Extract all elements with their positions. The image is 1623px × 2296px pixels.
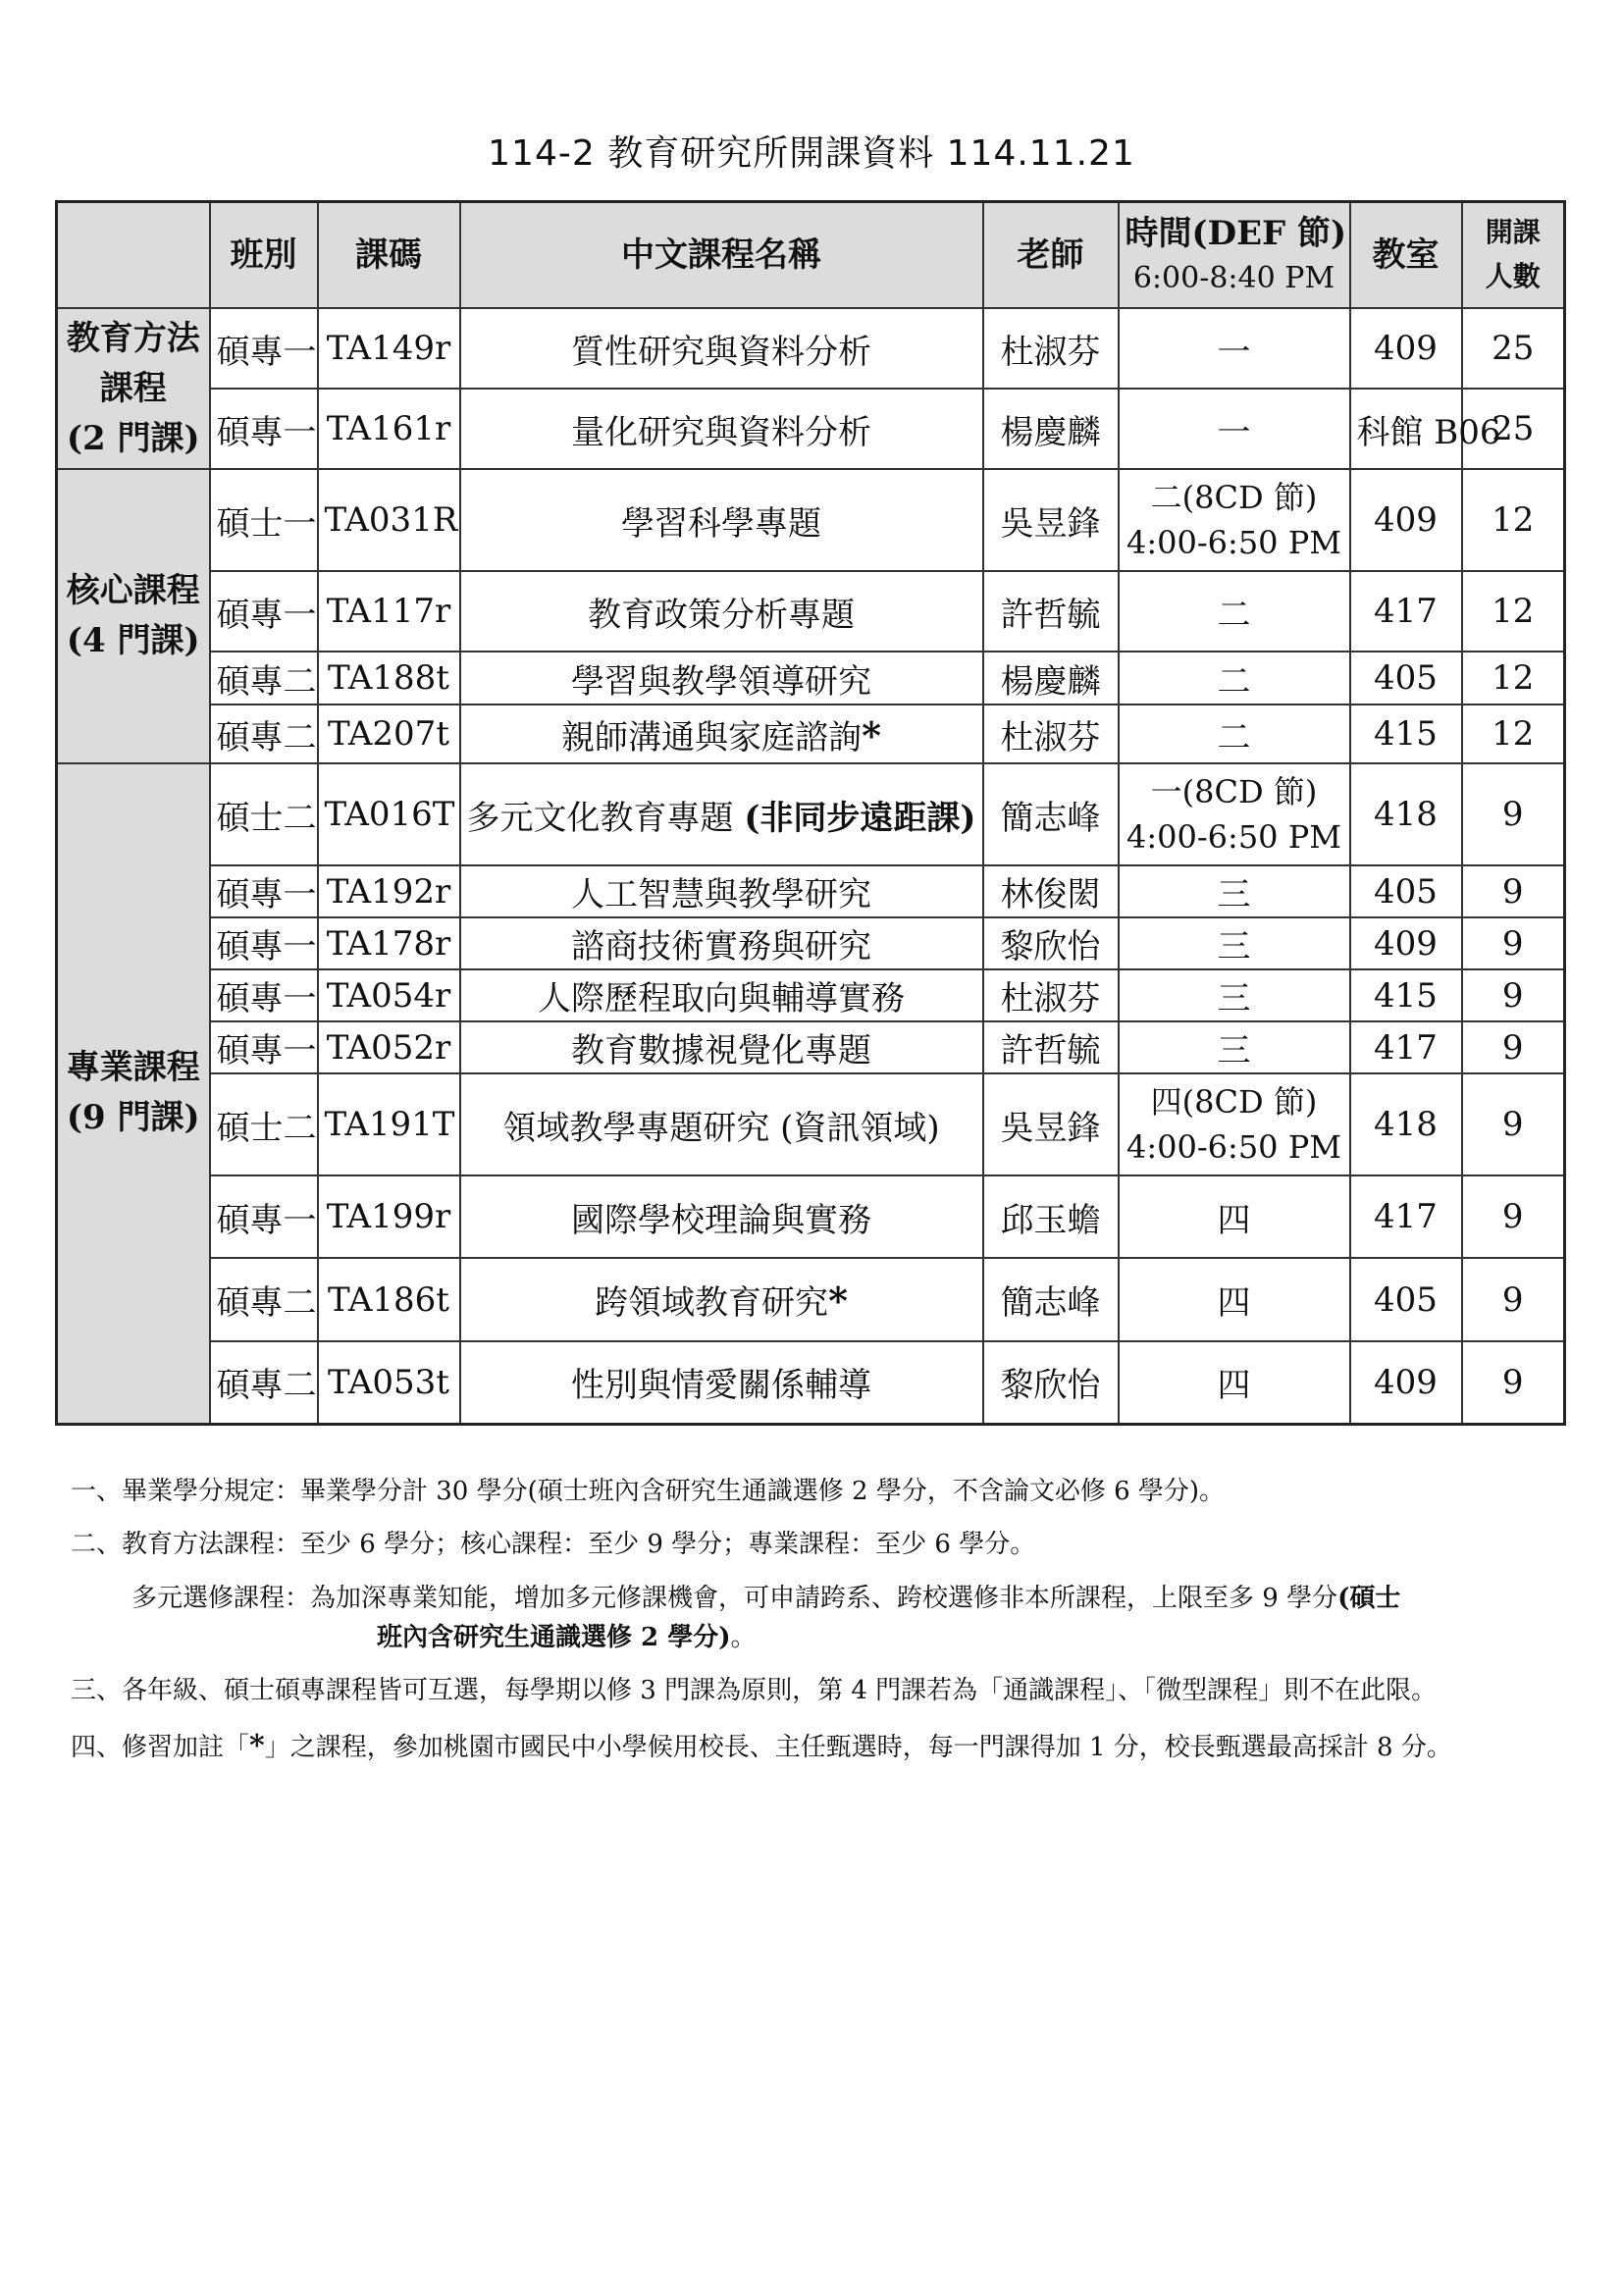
cell-count: 9	[1462, 763, 1565, 865]
cell-course-name: 諮商技術實務與研究	[460, 917, 983, 969]
cell-count: 12	[1462, 652, 1565, 704]
header-enrollment: 開課 人數	[1462, 202, 1565, 309]
cell-class: 碩專一	[210, 1021, 318, 1073]
cell-time: 二	[1119, 652, 1350, 704]
header-room: 教室	[1350, 202, 1462, 309]
table-row	[57, 1073, 1565, 1175]
category-professional: 專業課程 (9 門課)	[57, 763, 210, 1424]
cell-room: 409	[1350, 1341, 1462, 1424]
cell-teacher: 簡志峰	[983, 763, 1119, 865]
cell-course-name: 親師溝通與家庭諮詢*	[460, 704, 983, 763]
cell-teacher: 許哲毓	[983, 571, 1119, 652]
cell-class: 碩士一	[210, 469, 318, 571]
note-2-elective: 多元選修課程：為加深專業知能，增加多元修課機會，可申請跨系、跨校選修非本所課程，上限至多 9 學分(碩士 班內含研究生通識選修 2 學分)。	[131, 1583, 1401, 1652]
cell-count: 9	[1462, 1073, 1565, 1175]
cell-room: 科館 B06	[1350, 389, 1462, 469]
cell-count: 9	[1462, 865, 1565, 917]
cell-room: 405	[1350, 652, 1462, 704]
header-code: 課碼	[318, 202, 460, 309]
cell-room: 415	[1350, 969, 1462, 1021]
cell-time: 四	[1119, 1341, 1350, 1424]
cell-count: 12	[1462, 704, 1565, 763]
cell-code: TA054r	[318, 969, 460, 1021]
cell-teacher: 邱玉蟾	[983, 1175, 1119, 1258]
cell-count: 12	[1462, 571, 1565, 652]
cell-teacher: 吳昱鋒	[983, 469, 1119, 571]
cell-teacher: 楊慶麟	[983, 652, 1119, 704]
header-course-name: 中文課程名稱	[460, 202, 983, 309]
star-mark: *	[249, 1729, 265, 1764]
cell-room: 405	[1350, 865, 1462, 917]
cell-course-name: 國際學校理論與實務	[460, 1175, 983, 1258]
cell-time: 四	[1119, 1175, 1350, 1258]
cell-course-name: 領域教學專題研究 (資訊領域)	[460, 1073, 983, 1175]
table-row	[57, 308, 1565, 389]
cell-count: 9	[1462, 1021, 1565, 1073]
cell-code: TA178r	[318, 917, 460, 969]
header-class: 班別	[210, 202, 318, 309]
cell-course-name: 跨領域教育研究*	[460, 1258, 983, 1341]
cell-course-name: 教育數據視覺化專題	[460, 1021, 983, 1073]
cell-time: 四(8CD 節) 4:00-6:50 PM	[1119, 1073, 1350, 1175]
cell-course-name: 人工智慧與教學研究	[460, 865, 983, 917]
table-row	[57, 652, 1565, 704]
cell-time: 四	[1119, 1258, 1350, 1341]
cell-time: 一	[1119, 308, 1350, 389]
cell-course-name: 性別與情愛關係輔導	[460, 1341, 983, 1424]
cell-course-name: 量化研究與資料分析	[460, 389, 983, 469]
cell-room: 409	[1350, 917, 1462, 969]
cell-class: 碩專一	[210, 571, 318, 652]
cell-code: TA052r	[318, 1021, 460, 1073]
note-2: 二、教育方法課程：至少 6 學分；核心課程：至少 9 學分；專業課程：至少 6 學分。	[71, 1530, 1036, 1560]
cell-teacher: 吳昱鋒	[983, 1073, 1119, 1175]
cell-code: TA149r	[318, 308, 460, 389]
cell-teacher: 杜淑芬	[983, 969, 1119, 1021]
cell-teacher: 林俊閎	[983, 865, 1119, 917]
cell-course-name: 質性研究與資料分析	[460, 308, 983, 389]
cell-code: TA053t	[318, 1341, 460, 1424]
category-core: 核心課程 (4 門課)	[57, 469, 210, 763]
cell-time: 二	[1119, 704, 1350, 763]
cell-teacher: 黎欣怡	[983, 917, 1119, 969]
cell-class: 碩士二	[210, 1073, 318, 1175]
cell-code: TA186t	[318, 1258, 460, 1341]
cell-class: 碩專二	[210, 1341, 318, 1424]
note-1: 一、畢業學分規定：畢業學分計 30 學分(碩士班內含研究生通識選修 2 學分，不含論文必修 6 學分)。	[71, 1477, 1226, 1506]
cell-class: 碩專二	[210, 704, 318, 763]
cell-teacher: 簡志峰	[983, 1258, 1119, 1341]
cell-room: 417	[1350, 571, 1462, 652]
cell-class: 碩專一	[210, 308, 318, 389]
cell-class: 碩士二	[210, 763, 318, 865]
category-method: 教育方法 課程 (2 門課)	[57, 308, 210, 469]
cell-room: 405	[1350, 1258, 1462, 1341]
cell-time: 一(8CD 節) 4:00-6:50 PM	[1119, 763, 1350, 865]
cell-count: 25	[1462, 389, 1565, 469]
cell-room: 409	[1350, 469, 1462, 571]
cell-class: 碩專一	[210, 969, 318, 1021]
notes-section	[71, 1472, 1562, 1784]
table-row	[57, 1175, 1565, 1258]
table-row	[57, 704, 1565, 763]
cell-class: 碩專二	[210, 652, 318, 704]
cell-course-name: 人際歷程取向與輔導實務	[460, 969, 983, 1021]
cell-count: 9	[1462, 1175, 1565, 1258]
note-4: 四、修習加註「*」之課程，參加桃園市國民中小學候用校長、主任甄選時，每一門課得加 1 分，校長甄選最高採計 8 分。	[71, 1729, 1452, 1764]
cell-code: TA188t	[318, 652, 460, 704]
cell-code: TA192r	[318, 865, 460, 917]
cell-time: 三	[1119, 917, 1350, 969]
cell-time: 三	[1119, 969, 1350, 1021]
cell-teacher: 杜淑芬	[983, 308, 1119, 389]
note-3: 三、各年級、碩士碩專課程皆可互選，每學期以修 3 門課為原則，第 4 門課若為「通識課程」、「微型課程」則不在此限。	[71, 1676, 1438, 1706]
star-mark: *	[862, 712, 881, 757]
table-row	[57, 571, 1565, 652]
table-row	[57, 469, 1565, 571]
cell-teacher: 許哲毓	[983, 1021, 1119, 1073]
cell-count: 9	[1462, 1258, 1565, 1341]
table-row	[57, 1021, 1565, 1073]
cell-room: 417	[1350, 1175, 1462, 1258]
cell-code: TA117r	[318, 571, 460, 652]
cell-time: 二	[1119, 571, 1350, 652]
cell-teacher: 黎欣怡	[983, 1341, 1119, 1424]
cell-course-name: 學習與教學領導研究	[460, 652, 983, 704]
cell-class: 碩專一	[210, 917, 318, 969]
header-time: 時間(DEF 節) 6:00-8:40 PM	[1119, 202, 1350, 309]
cell-count: 12	[1462, 469, 1565, 571]
cell-code: TA191T	[318, 1073, 460, 1175]
table-row	[57, 865, 1565, 917]
cell-count: 9	[1462, 917, 1565, 969]
cell-class: 碩專一	[210, 865, 318, 917]
cell-code: TA199r	[318, 1175, 460, 1258]
cell-code: TA207t	[318, 704, 460, 763]
cell-time: 二(8CD 節) 4:00-6:50 PM	[1119, 469, 1350, 571]
cell-code: TA016T	[318, 763, 460, 865]
header-category	[57, 202, 210, 309]
cell-room: 418	[1350, 763, 1462, 865]
table-row	[57, 763, 1565, 865]
cell-room: 409	[1350, 308, 1462, 389]
cell-room: 415	[1350, 704, 1462, 763]
cell-class: 碩專一	[210, 389, 318, 469]
table-row	[57, 969, 1565, 1021]
cell-teacher: 杜淑芬	[983, 704, 1119, 763]
cell-room: 417	[1350, 1021, 1462, 1073]
cell-course-name: 多元文化教育專題 (非同步遠距課)	[460, 763, 983, 865]
table-row	[57, 917, 1565, 969]
cell-count: 9	[1462, 969, 1565, 1021]
course-table	[55, 200, 1566, 1426]
cell-time: 一	[1119, 389, 1350, 469]
cell-room: 418	[1350, 1073, 1462, 1175]
cell-teacher: 楊慶麟	[983, 389, 1119, 469]
document-title: 114-2 教育研究所開課資料 114.11.21	[488, 133, 1135, 174]
cell-class: 碩專二	[210, 1258, 318, 1341]
star-mark: *	[828, 1278, 848, 1323]
cell-code: TA161r	[318, 389, 460, 469]
header-teacher: 老師	[983, 202, 1119, 309]
table-row	[57, 389, 1565, 469]
cell-count: 9	[1462, 1341, 1565, 1424]
cell-course-name: 學習科學專題	[460, 469, 983, 571]
cell-class: 碩專一	[210, 1175, 318, 1258]
cell-course-name: 教育政策分析專題	[460, 571, 983, 652]
cell-time: 三	[1119, 1021, 1350, 1073]
table-row	[57, 1258, 1565, 1341]
cell-count: 25	[1462, 308, 1565, 389]
cell-time: 三	[1119, 865, 1350, 917]
table-header-row	[57, 202, 1565, 309]
cell-code: TA031R	[318, 469, 460, 571]
table-row	[57, 1341, 1565, 1424]
